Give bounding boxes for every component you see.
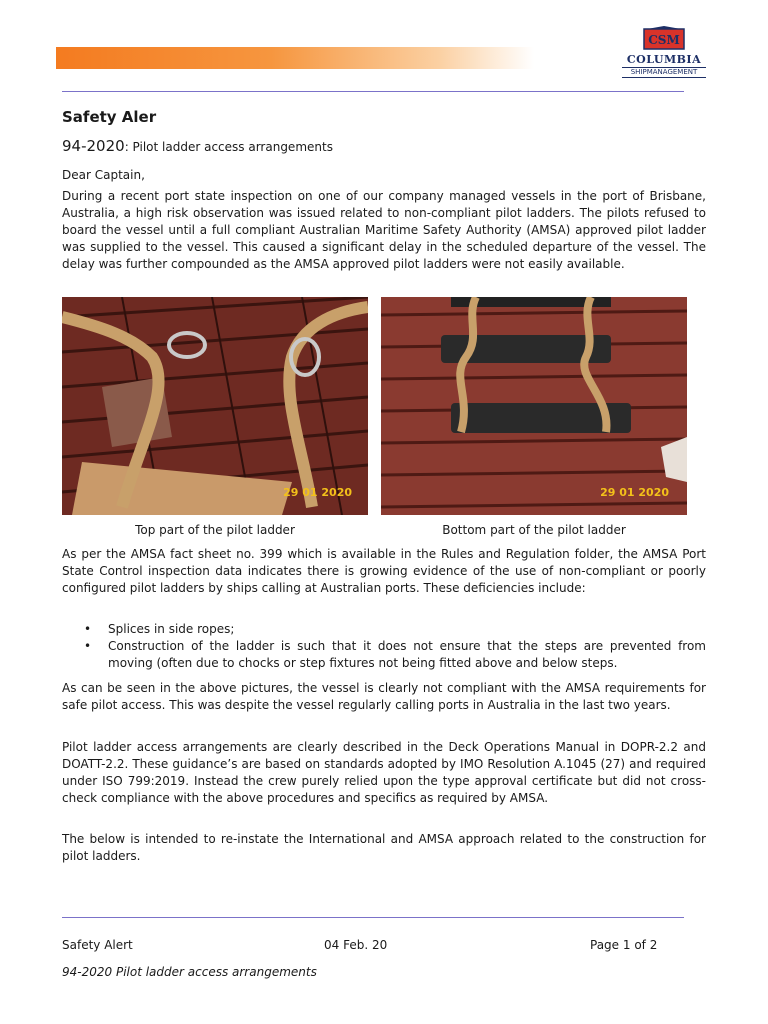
- list-item: [62, 638, 706, 672]
- header-accent-bar: [56, 47, 534, 69]
- list-item-text: Construction of the ladder is such that it does not ensure that the steps are prevented from moving (often due to chocks or step fixtures not being fitted above and below steps.: [108, 639, 706, 670]
- alert-topic: : Pilot ladder access arrangements: [124, 140, 333, 154]
- photo-timestamp: 29 01 2020: [283, 486, 352, 499]
- document-title: Safety Aler: [62, 108, 157, 126]
- photo-timestamp: 29 01 2020: [600, 486, 669, 499]
- footer-divider: [62, 917, 684, 918]
- paragraph-intro: During a recent port state inspection on one of our company managed vessels in the port of Brisbane, Australia, a high risk observation was issued related to non-compliant pilot ladders. The pilots refused to board the vessel until a full compliant Australian Maritime Safety Authority (AMSA) approved pilot ladder was supplied to the vessel. This caused a significant delay in the scheduled departure of the vessel. The delay was further compounded as the AMSA approved pilot ladders were not easily available.: [62, 189, 706, 271]
- bullet-icon: •: [84, 639, 92, 653]
- footer-page-number: Page 1 of 2: [590, 938, 658, 952]
- caption-ladder-bottom: Bottom part of the pilot ladder: [442, 523, 626, 537]
- caption-ladder-top: Top part of the pilot ladder: [135, 523, 295, 537]
- ladder-top-image: [62, 297, 368, 515]
- csm-logo-icon: [643, 26, 685, 50]
- footer-doc-type: Safety Alert: [62, 938, 133, 952]
- footer-date: 04 Feb. 20: [324, 938, 388, 952]
- photo-ladder-bottom: [381, 297, 687, 515]
- footer-doc-reference: 94-2020 Pilot ladder access arrangements: [62, 965, 317, 979]
- logo-mark-text: CSM: [648, 33, 680, 47]
- document-subtitle: [62, 137, 333, 155]
- logo-name: COLUMBIA: [626, 53, 702, 66]
- alert-number: 94-2020: [62, 137, 125, 155]
- photo-ladder-top: [62, 297, 368, 515]
- paragraph-reinstate: The below is intended to re-instate the International and AMSA approach related to the construction for pilot ladders.: [62, 832, 706, 863]
- bullet-icon: •: [84, 622, 92, 636]
- logo-subtitle: SHIPMANAGEMENT: [622, 67, 706, 78]
- greeting: Dear Captain,: [62, 168, 145, 182]
- header-divider: [62, 91, 684, 92]
- deficiency-list: [62, 621, 706, 672]
- ladder-bottom-image: [381, 297, 687, 515]
- list-item: [62, 621, 706, 638]
- paragraph-procedures: Pilot ladder access arrangements are clearly described in the Deck Operations Manual in DOPR-2.2 and DOATT-2.2. These guidance’s are based on standards adopted by IMO Resolution A.1045 (27) and required under ISO 799:2019. Instead the crew purely relied upon the type approval certificate but did not cross-check compliance with the above procedures and specifics as required by AMSA.: [62, 740, 706, 805]
- list-item-text: Splices in side ropes;: [108, 622, 235, 636]
- company-logo: [618, 24, 710, 84]
- paragraph-amsa-fact-sheet: As per the AMSA fact sheet no. 399 which is available in the Rules and Regulation folder, the AMSA Port State Control inspection data indicates there is growing evidence of the use of non-compliant or poorly configured pilot ladders by ships calling at Australian ports. These deficiencies include:: [62, 547, 706, 595]
- paragraph-non-compliance: As can be seen in the above pictures, the vessel is clearly not compliant with the AMSA requirements for safe pilot access. This was despite the vessel regularly calling ports in Australia in the last two years.: [62, 681, 706, 712]
